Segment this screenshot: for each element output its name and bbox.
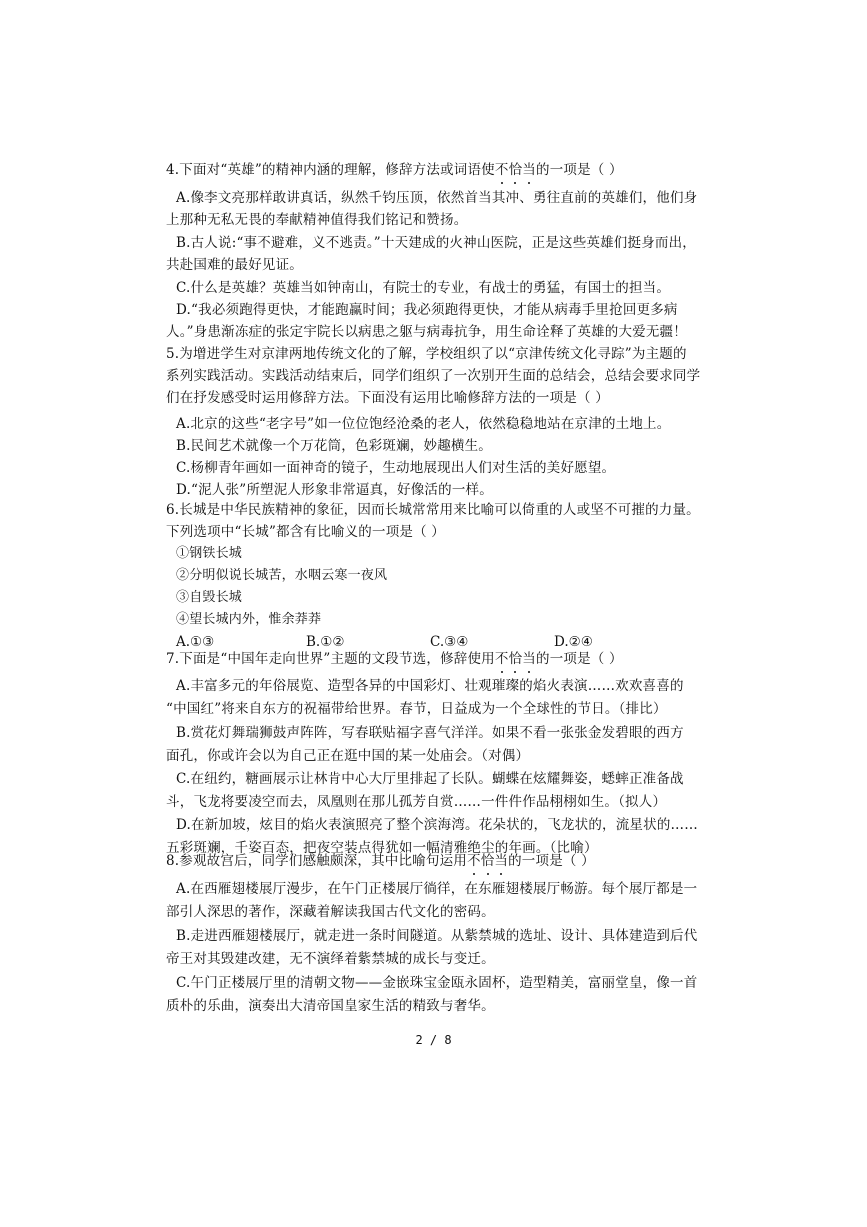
emphasis-char: 当 [522,159,536,181]
question-4-stem [166,159,623,181]
question-5-stem-line-1: 5.为增进学生对京津两地传统文化的了解，学校组织了以“京津传统文化寻踪”为主题的 [166,346,687,362]
option-b-line-2: 共赴国难的最好见证。 [166,257,303,273]
option-d: D.“泥人张”所塑泥人形象非常逼真，好像活的一样。 [176,482,493,498]
option-c-line-1: C.什么是英雄？英雄当如钟南山，有院士的专业，有战士的勇猛，有国士的担当。 [176,280,671,296]
option-a-line-2: “中国红”将来自东方的祝福带给世界。春节，日益成为一个全球性的节日。（排比） [166,701,667,717]
item-3: ③自毁长城 [176,590,243,605]
option-c-line-2: 斗，飞龙将要凌空而去，凤凰则在那儿孤芳自赏……一件件作品栩栩如生。（拟人） [166,794,667,810]
emphasis-char: 当 [494,850,508,872]
option-a: A.①③ [176,634,215,650]
option-a-line-1: A.在西雁翅楼展厅漫步，在午门正楼展厅徜徉，在东雁翅楼展厅畅游。每个展厅都是一 [176,881,698,897]
option-a-line-2: 部引人深思的著作，深藏着解读我国古代文化的密码。 [166,904,495,920]
emphasis-char: 当 [522,648,536,670]
emphasis-char: 不 [495,159,509,181]
option-a-line-1: A.丰富多元的年俗展览、造型各异的中国彩灯、壮观璀璨的焰火表演……欢欢喜喜的 [176,678,684,694]
option-c: C.杨柳青年画如一面神奇的镜子，生动地展现出人们对生活的美好愿望。 [176,460,616,476]
item-2: ②分明似说长城苦，水咽云寒一夜风 [176,568,388,583]
option-b-line-2: 帝王对其毁建改建，无不演绎着紫禁城的成长与变迁。 [166,951,495,967]
item-4: ④望长城内外，惟余莽莽 [176,612,322,627]
question-6-stem-line-1: 6.长城是中华民族精神的象征，因而长城常常用来比喻可以倚重的人或坚不可摧的力量。 [166,502,700,518]
question-7-stem [166,648,623,670]
stem-text: 的一项是（ ） [536,162,623,178]
option-c-line-2: 质朴的乐曲，演奏出大清帝国皇家生活的精致与奢华。 [166,998,495,1014]
option-d-line-2: 五彩斑斓，千姿百态，把夜空装点得犹如一幅清雅绝尘的年画。（比喻） [166,840,598,856]
option-c-line-1: C.在纽约，糖画展示让林肯中心大厅里排起了长队。蝴蝶在炫耀舞姿，蟋蟀正准备战 [176,771,684,787]
option-a-line-1: A.像李文亮那样敢讲真话，纵然千钧压顶，依然首当其冲、勇往直前的英雄们，他们身 [176,190,698,206]
emphasis-char: 恰 [481,850,495,872]
option-b-line-1: B.走进西雁翅楼展厅，就走进一条时间隧道。从紫禁城的选址、设计、具体建造到后代 [176,928,698,944]
question-8-stem [166,850,595,872]
question-5-stem-line-3: 们在抒发感受时运用修辞方法。下面没有运用比喻修辞方法的一项是（ ） [166,390,609,406]
stem-text: 8.参观故宫后，同学们感触颇深，其中比喻句运用 [166,853,467,869]
emphasis-char: 恰 [509,648,523,670]
stem-text: 4.下面对“英雄”的精神内涵的理解，修辞方法或词语使 [166,162,495,178]
option-d-line-2: 人。”身患渐冻症的张定宇院长以病患之躯与病毒抗争，用生命诠释了英雄的大爱无疆！ [166,324,687,340]
option-d-line-1: D.在新加坡，炫目的焰火表演照亮了整个滨海湾。花朵状的，飞龙状的，流星状的…… [176,817,698,833]
option-d-line-1: D.“我必须跑得更快，才能跑赢时间；我必须跑得更快，才能从病毒手里抢回更多病 [176,302,678,318]
option-a: A.北京的这些“老字号”如一位位饱经沧桑的老人，依然稳稳地站在京津的土地上。 [176,416,671,432]
option-b-line-1: B.赏花灯舞瑞狮鼓声阵阵，写春联贴福字喜气洋洋。如果不看一张张金发碧眼的西方 [176,725,684,741]
option-b: B.民间艺术就像一个万花筒，色彩斑斓，妙趣横生。 [176,438,493,454]
stem-text: 的一项是（ ） [508,853,595,869]
option-b: B.①② [306,634,345,650]
stem-text: 的一项是（ ） [536,651,623,667]
emphasis-char: 恰 [509,159,523,181]
question-6-stem-line-2: 下列选项中“长城”都含有比喻义的一项是（ ） [166,524,445,540]
option-a-line-2: 上那种无私无畏的奉献精神值得我们铭记和赞扬。 [166,212,468,228]
option-c-line-1: C.午门正楼展厅里的清朝文物——金嵌珠宝金瓯永固杯，造型精美，富丽堂皇，像一首 [176,975,698,991]
option-d: D.②④ [554,634,593,650]
emphasis-char: 不 [495,648,509,670]
item-1: ①钢铁长城 [176,546,243,561]
option-b-line-2: 面孔，你或许会以为自己正在逛中国的某一处庙会。（对偶） [166,748,530,764]
question-5-stem-line-2: 系列实践活动。实践活动结束后，同学们组织了一次别开生面的总结会，总结会要求同学 [166,368,701,384]
option-b-line-1: B.古人说:“事不避难，义不逃责。”十天建成的火神山医院，正是这些英雄们挺身而出， [176,235,697,251]
emphasis-char: 不 [467,850,481,872]
option-c: C.③④ [430,634,469,650]
stem-text: 7.下面是“中国年走向世界”主题的文段节选，修辞使用 [166,651,495,667]
page-number: 2 / 8 [415,1033,452,1047]
